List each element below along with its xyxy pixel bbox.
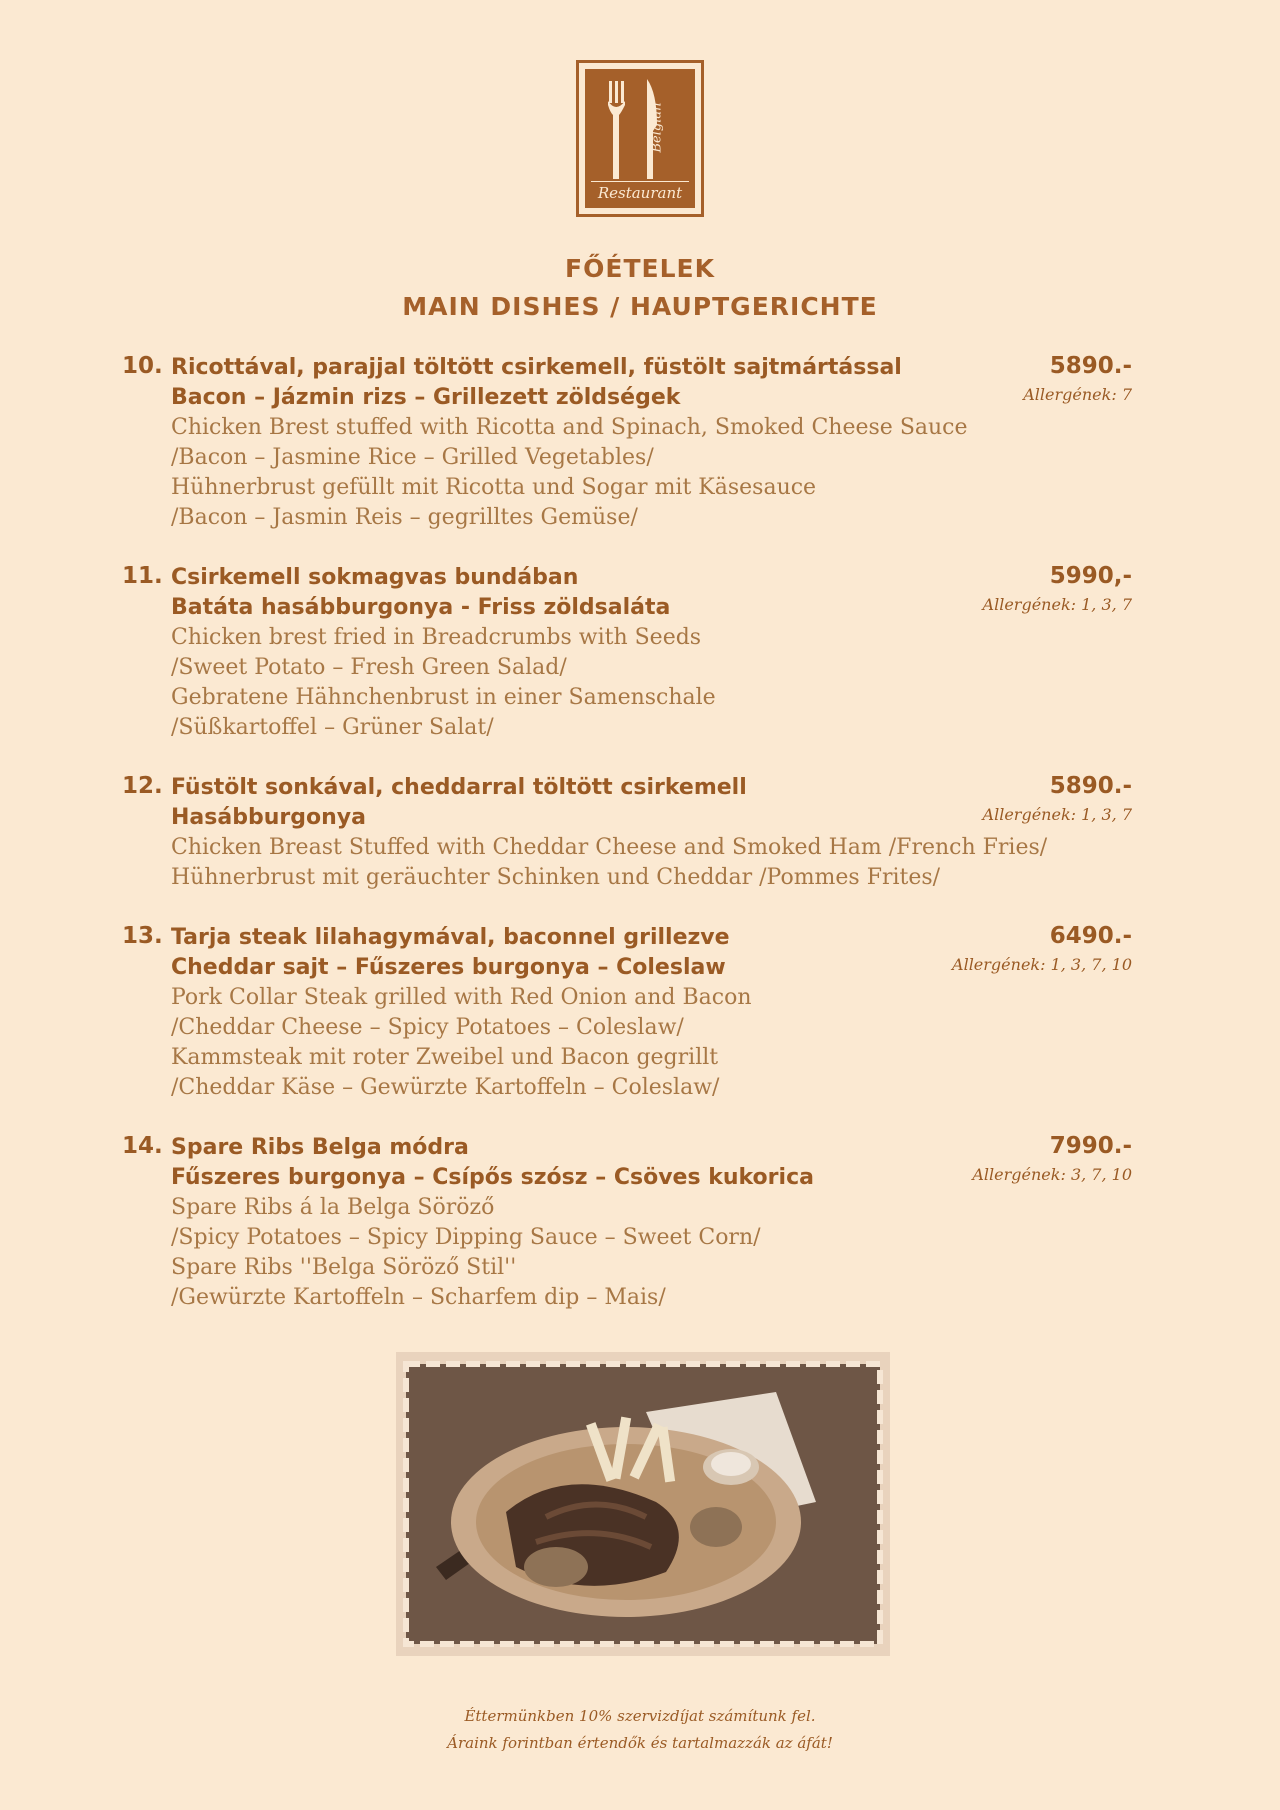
dish-translation-line: /Cheddar Käse – Gewürzte Kartoffeln – Coleslaw/ xyxy=(171,1075,720,1100)
footer-service-note: Éttermünkben 10% szervizdíjat számítunk fel. xyxy=(464,1707,816,1725)
dish-item xyxy=(122,563,1132,743)
dish-translation-line: /Sweet Potato – Fresh Green Salad/ xyxy=(171,655,567,680)
dish-number: 11. xyxy=(122,563,163,589)
dish-allergens: Allergének: 7 xyxy=(1023,385,1132,404)
dish-price: 5890.- xyxy=(1049,353,1132,379)
dish-translation-line: Kammsteak mit roter Zweibel und Bacon gegrillt xyxy=(171,1045,719,1070)
page-subtitle: MAIN DISHES / HAUPTGERICHTE xyxy=(402,292,878,321)
dish-allergens: Allergének: 1, 3, 7, 10 xyxy=(952,955,1132,974)
logo-script-text: Belgian xyxy=(649,102,665,153)
restaurant-logo xyxy=(576,60,704,217)
food-photo xyxy=(396,1352,890,1656)
dish-name-hu: Tarja steak lilahagymával, baconnel grillezve xyxy=(171,925,730,950)
dish-item xyxy=(122,773,1132,893)
dish-translation-line: Chicken Brest stuffed with Ricotta and Spinach, Smoked Cheese Sauce xyxy=(171,415,968,440)
dish-number: 12. xyxy=(122,773,163,799)
dish-sides-hu: Hasábburgonya xyxy=(171,805,366,830)
dish-price: 7990.- xyxy=(1049,1133,1132,1159)
dish-translation-line: Hühnerbrust mit geräuchter Schinken und Cheddar /Pommes Frites/ xyxy=(171,865,941,890)
dish-allergens: Allergének: 1, 3, 7 xyxy=(982,805,1132,824)
dish-translation-line: Gebratene Hähnchenbrust in einer Samenschale xyxy=(171,685,716,710)
dish-translation-line: Hühnerbrust gefüllt mit Ricotta und Sogar mit Käsesauce xyxy=(171,475,817,500)
dish-translation-line: /Cheddar Cheese – Spicy Potatoes – Coleslaw/ xyxy=(171,1015,684,1040)
dish-sides-hu: Fűszeres burgonya – Csípős szósz – Csöves kukorica xyxy=(171,1165,814,1190)
dish-translation-line: Chicken Breast Stuffed with Cheddar Cheese and Smoked Ham /French Fries/ xyxy=(171,835,1048,860)
dish-price: 5890.- xyxy=(1049,773,1132,799)
dish-allergens: Allergének: 1, 3, 7 xyxy=(982,595,1132,614)
dish-translation-line: /Bacon – Jasmine Rice – Grilled Vegetables/ xyxy=(171,445,654,470)
spare-ribs-plate-image xyxy=(396,1352,890,1656)
dish-translation-line: /Gewürzte Kartoffeln – Scharfem dip – Mais/ xyxy=(171,1285,666,1310)
dish-translation-line: Pork Collar Steak grilled with Red Onion and Bacon xyxy=(171,985,752,1010)
dish-sides-hu: Batáta hasábburgonya - Friss zöldsaláta xyxy=(171,595,671,620)
dish-item xyxy=(122,353,1132,533)
dish-price: 6490.- xyxy=(1049,923,1132,949)
dish-name-hu: Csirkemell sokmagvas bundában xyxy=(171,565,579,590)
dish-name-hu: Spare Ribs Belga módra xyxy=(171,1135,469,1160)
dish-number: 10. xyxy=(122,353,163,379)
dish-number: 13. xyxy=(122,923,163,949)
dish-translation-line: /Bacon – Jasmin Reis – gegrilltes Gemüse/ xyxy=(171,505,638,530)
page-title: FŐÉTELEK xyxy=(565,254,715,283)
dish-number: 14. xyxy=(122,1133,163,1159)
dish-allergens: Allergének: 3, 7, 10 xyxy=(972,1165,1132,1184)
dish-name-hu: Ricottával, parajjal töltött csirkemell, füstölt sajtmártással xyxy=(171,355,902,380)
dish-sides-hu: Cheddar sajt – Fűszeres burgonya – Coleslaw xyxy=(171,955,726,980)
dish-translation-line: Spare Ribs ''Belga Söröző Stil'' xyxy=(171,1255,517,1280)
dish-item xyxy=(122,1133,1132,1313)
dish-translation-line: /Süßkartoffel – Grüner Salat/ xyxy=(171,715,494,740)
dish-translation-line: /Spicy Potatoes – Spicy Dipping Sauce – Sweet Corn/ xyxy=(171,1225,761,1250)
dish-translation-line: Chicken brest fried in Breadcrumbs with Seeds xyxy=(171,625,702,650)
dish-sides-hu: Bacon – Jázmin rizs – Grillezett zöldségek xyxy=(171,385,681,410)
logo-panel xyxy=(585,69,695,208)
dish-name-hu: Füstölt sonkával, cheddarral töltött csirkemell xyxy=(171,775,747,800)
dish-translation-line: Spare Ribs á la Belga Söröző xyxy=(171,1195,495,1220)
dish-price: 5990,- xyxy=(1049,563,1132,589)
dish-list xyxy=(122,353,1132,1343)
footer-price-note: Áraink forintban értendők és tartalmazzák az áfát! xyxy=(447,1734,833,1752)
logo-restaurant-text: Restaurant xyxy=(591,181,689,202)
dish-item xyxy=(122,923,1132,1103)
